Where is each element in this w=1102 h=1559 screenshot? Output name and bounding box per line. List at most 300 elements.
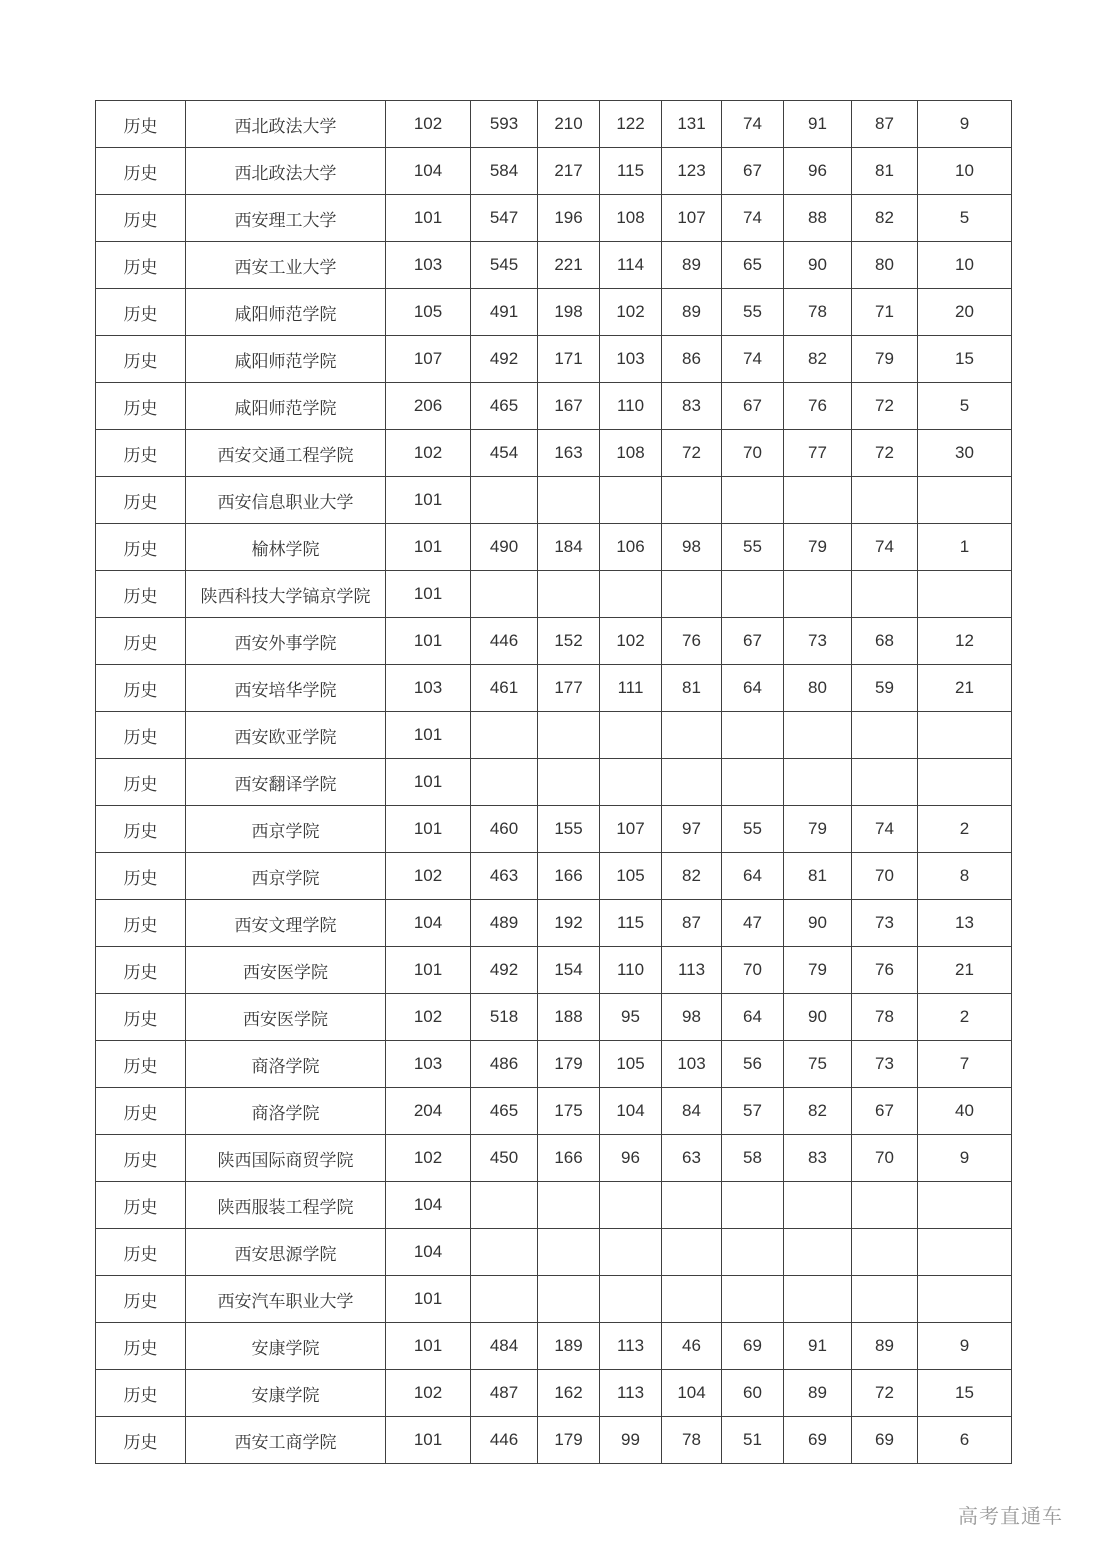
- value-cell: 76: [784, 383, 852, 430]
- school-cell: 陕西科技大学镐京学院: [186, 571, 386, 618]
- category-cell: 历史: [96, 430, 186, 477]
- value-cell: 89: [662, 242, 722, 289]
- category-cell: 历史: [96, 1088, 186, 1135]
- value-cell: 80: [784, 665, 852, 712]
- value-cell: 86: [662, 336, 722, 383]
- code-cell: 101: [386, 524, 471, 571]
- category-cell: 历史: [96, 1041, 186, 1088]
- value-cell: 56: [722, 1041, 784, 1088]
- value-cell: 72: [852, 430, 918, 477]
- table-row: [96, 947, 1012, 994]
- value-cell: 102: [600, 289, 662, 336]
- value-cell: 210: [538, 101, 600, 148]
- table-row: [96, 1417, 1012, 1464]
- value-cell: 111: [600, 665, 662, 712]
- value-cell: 490: [471, 524, 538, 571]
- value-cell: 196: [538, 195, 600, 242]
- value-cell: 78: [852, 994, 918, 1041]
- value-cell: 487: [471, 1370, 538, 1417]
- value-cell: 105: [600, 853, 662, 900]
- code-cell: 101: [386, 712, 471, 759]
- category-cell: 历史: [96, 1182, 186, 1229]
- value-cell: [784, 1276, 852, 1323]
- value-cell: 584: [471, 148, 538, 195]
- value-cell: 81: [662, 665, 722, 712]
- value-cell: 166: [538, 1135, 600, 1182]
- value-cell: 90: [784, 242, 852, 289]
- code-cell: 101: [386, 1417, 471, 1464]
- value-cell: 80: [852, 242, 918, 289]
- value-cell: 104: [662, 1370, 722, 1417]
- value-cell: 95: [600, 994, 662, 1041]
- school-cell: 商洛学院: [186, 1088, 386, 1135]
- value-cell: [784, 1229, 852, 1276]
- value-cell: [662, 571, 722, 618]
- value-cell: [784, 571, 852, 618]
- value-cell: 518: [471, 994, 538, 1041]
- value-cell: 82: [784, 1088, 852, 1135]
- value-cell: 99: [600, 1417, 662, 1464]
- value-cell: [471, 759, 538, 806]
- value-cell: 450: [471, 1135, 538, 1182]
- school-cell: 咸阳师范学院: [186, 383, 386, 430]
- value-cell: 593: [471, 101, 538, 148]
- table-row: [96, 712, 1012, 759]
- code-cell: 101: [386, 1276, 471, 1323]
- value-cell: 122: [600, 101, 662, 148]
- value-cell: 547: [471, 195, 538, 242]
- category-cell: 历史: [96, 806, 186, 853]
- value-cell: [600, 1182, 662, 1229]
- school-cell: 西安理工大学: [186, 195, 386, 242]
- table-row: [96, 1276, 1012, 1323]
- value-cell: 74: [722, 336, 784, 383]
- code-cell: 102: [386, 994, 471, 1041]
- value-cell: 115: [600, 900, 662, 947]
- value-cell: 79: [784, 524, 852, 571]
- value-cell: [662, 1182, 722, 1229]
- value-cell: [784, 477, 852, 524]
- code-cell: 101: [386, 195, 471, 242]
- school-cell: 陕西服装工程学院: [186, 1182, 386, 1229]
- value-cell: 83: [662, 383, 722, 430]
- school-cell: 西安欧亚学院: [186, 712, 386, 759]
- category-cell: 历史: [96, 1417, 186, 1464]
- value-cell: 103: [662, 1041, 722, 1088]
- value-cell: [918, 571, 1012, 618]
- category-cell: 历史: [96, 1135, 186, 1182]
- code-cell: 204: [386, 1088, 471, 1135]
- score-table-body: [96, 101, 1012, 1464]
- value-cell: 492: [471, 336, 538, 383]
- table-row: [96, 1323, 1012, 1370]
- value-cell: [471, 712, 538, 759]
- category-cell: 历史: [96, 853, 186, 900]
- value-cell: 9: [918, 1323, 1012, 1370]
- value-cell: [600, 712, 662, 759]
- value-cell: 82: [852, 195, 918, 242]
- school-cell: 西安交通工程学院: [186, 430, 386, 477]
- value-cell: 64: [722, 853, 784, 900]
- value-cell: [722, 1182, 784, 1229]
- table-row: [96, 618, 1012, 665]
- value-cell: 106: [600, 524, 662, 571]
- value-cell: 454: [471, 430, 538, 477]
- value-cell: [600, 571, 662, 618]
- value-cell: 10: [918, 242, 1012, 289]
- value-cell: [471, 1276, 538, 1323]
- value-cell: 163: [538, 430, 600, 477]
- value-cell: 492: [471, 947, 538, 994]
- category-cell: 历史: [96, 618, 186, 665]
- value-cell: 486: [471, 1041, 538, 1088]
- category-cell: 历史: [96, 665, 186, 712]
- category-cell: 历史: [96, 1229, 186, 1276]
- value-cell: [600, 477, 662, 524]
- value-cell: 162: [538, 1370, 600, 1417]
- value-cell: 72: [852, 383, 918, 430]
- value-cell: [662, 712, 722, 759]
- value-cell: 167: [538, 383, 600, 430]
- value-cell: [471, 1182, 538, 1229]
- value-cell: 55: [722, 289, 784, 336]
- table-row: [96, 665, 1012, 712]
- value-cell: 15: [918, 336, 1012, 383]
- value-cell: 67: [852, 1088, 918, 1135]
- value-cell: 90: [784, 994, 852, 1041]
- value-cell: 123: [662, 148, 722, 195]
- value-cell: 177: [538, 665, 600, 712]
- value-cell: [538, 1182, 600, 1229]
- table-row: [96, 1135, 1012, 1182]
- code-cell: 101: [386, 759, 471, 806]
- value-cell: [722, 759, 784, 806]
- value-cell: 88: [784, 195, 852, 242]
- table-row: [96, 430, 1012, 477]
- value-cell: [471, 477, 538, 524]
- value-cell: 97: [662, 806, 722, 853]
- category-cell: 历史: [96, 289, 186, 336]
- value-cell: 108: [600, 430, 662, 477]
- value-cell: 83: [784, 1135, 852, 1182]
- value-cell: 113: [600, 1370, 662, 1417]
- value-cell: 131: [662, 101, 722, 148]
- value-cell: 65: [722, 242, 784, 289]
- value-cell: [852, 477, 918, 524]
- value-cell: 179: [538, 1417, 600, 1464]
- category-cell: 历史: [96, 336, 186, 383]
- value-cell: 461: [471, 665, 538, 712]
- value-cell: [918, 477, 1012, 524]
- category-cell: 历史: [96, 195, 186, 242]
- table-row: [96, 571, 1012, 618]
- category-cell: 历史: [96, 477, 186, 524]
- value-cell: [471, 1229, 538, 1276]
- value-cell: [538, 477, 600, 524]
- value-cell: 73: [852, 1041, 918, 1088]
- category-cell: 历史: [96, 242, 186, 289]
- category-cell: 历史: [96, 101, 186, 148]
- value-cell: 76: [662, 618, 722, 665]
- value-cell: 79: [852, 336, 918, 383]
- value-cell: 81: [784, 853, 852, 900]
- value-cell: 104: [600, 1088, 662, 1135]
- school-cell: 西北政法大学: [186, 148, 386, 195]
- value-cell: 75: [784, 1041, 852, 1088]
- value-cell: [538, 712, 600, 759]
- value-cell: 69: [784, 1417, 852, 1464]
- category-cell: 历史: [96, 900, 186, 947]
- value-cell: 175: [538, 1088, 600, 1135]
- school-cell: 咸阳师范学院: [186, 336, 386, 383]
- value-cell: 2: [918, 806, 1012, 853]
- table-row: [96, 853, 1012, 900]
- category-cell: 历史: [96, 759, 186, 806]
- value-cell: [722, 1229, 784, 1276]
- value-cell: 8: [918, 853, 1012, 900]
- value-cell: [918, 712, 1012, 759]
- value-cell: 155: [538, 806, 600, 853]
- value-cell: [600, 1276, 662, 1323]
- value-cell: 58: [722, 1135, 784, 1182]
- value-cell: [852, 1182, 918, 1229]
- category-cell: 历史: [96, 947, 186, 994]
- value-cell: 21: [918, 665, 1012, 712]
- value-cell: 96: [784, 148, 852, 195]
- school-cell: 西安医学院: [186, 947, 386, 994]
- value-cell: 465: [471, 1088, 538, 1135]
- value-cell: [852, 759, 918, 806]
- table-row: [96, 195, 1012, 242]
- value-cell: 40: [918, 1088, 1012, 1135]
- code-cell: 103: [386, 242, 471, 289]
- value-cell: 166: [538, 853, 600, 900]
- table-row: [96, 900, 1012, 947]
- value-cell: 47: [722, 900, 784, 947]
- value-cell: [662, 1229, 722, 1276]
- code-cell: 101: [386, 1323, 471, 1370]
- value-cell: 9: [918, 1135, 1012, 1182]
- value-cell: 72: [662, 430, 722, 477]
- value-cell: 9: [918, 101, 1012, 148]
- value-cell: 89: [852, 1323, 918, 1370]
- value-cell: 21: [918, 947, 1012, 994]
- value-cell: 46: [662, 1323, 722, 1370]
- value-cell: 217: [538, 148, 600, 195]
- value-cell: 15: [918, 1370, 1012, 1417]
- code-cell: 102: [386, 1135, 471, 1182]
- value-cell: 96: [600, 1135, 662, 1182]
- value-cell: 1: [918, 524, 1012, 571]
- table-row: [96, 1370, 1012, 1417]
- table-row: [96, 336, 1012, 383]
- value-cell: [784, 712, 852, 759]
- code-cell: 101: [386, 477, 471, 524]
- table-row: [96, 1088, 1012, 1135]
- value-cell: 68: [852, 618, 918, 665]
- table-row: [96, 383, 1012, 430]
- code-cell: 103: [386, 1041, 471, 1088]
- code-cell: 102: [386, 1370, 471, 1417]
- value-cell: 59: [852, 665, 918, 712]
- code-cell: 103: [386, 665, 471, 712]
- table-row: [96, 1182, 1012, 1229]
- code-cell: 104: [386, 1229, 471, 1276]
- category-cell: 历史: [96, 524, 186, 571]
- score-table: [95, 100, 1012, 1464]
- value-cell: [600, 759, 662, 806]
- value-cell: 98: [662, 994, 722, 1041]
- value-cell: [471, 571, 538, 618]
- value-cell: 60: [722, 1370, 784, 1417]
- value-cell: 84: [662, 1088, 722, 1135]
- code-cell: 101: [386, 618, 471, 665]
- value-cell: 154: [538, 947, 600, 994]
- school-cell: 西北政法大学: [186, 101, 386, 148]
- value-cell: [662, 759, 722, 806]
- value-cell: [852, 1229, 918, 1276]
- value-cell: 69: [852, 1417, 918, 1464]
- table-row: [96, 524, 1012, 571]
- value-cell: 74: [852, 524, 918, 571]
- value-cell: 113: [662, 947, 722, 994]
- value-cell: [722, 477, 784, 524]
- code-cell: 105: [386, 289, 471, 336]
- value-cell: 74: [722, 195, 784, 242]
- table-row: [96, 1229, 1012, 1276]
- value-cell: 12: [918, 618, 1012, 665]
- value-cell: 463: [471, 853, 538, 900]
- school-cell: 安康学院: [186, 1323, 386, 1370]
- value-cell: 189: [538, 1323, 600, 1370]
- value-cell: 70: [722, 430, 784, 477]
- value-cell: 70: [722, 947, 784, 994]
- value-cell: 152: [538, 618, 600, 665]
- value-cell: 10: [918, 148, 1012, 195]
- value-cell: [722, 712, 784, 759]
- value-cell: 73: [852, 900, 918, 947]
- value-cell: [538, 759, 600, 806]
- value-cell: 30: [918, 430, 1012, 477]
- table-row: [96, 1041, 1012, 1088]
- value-cell: 51: [722, 1417, 784, 1464]
- value-cell: [918, 1229, 1012, 1276]
- value-cell: 491: [471, 289, 538, 336]
- value-cell: [538, 1276, 600, 1323]
- value-cell: 103: [600, 336, 662, 383]
- value-cell: 74: [852, 806, 918, 853]
- value-cell: 460: [471, 806, 538, 853]
- value-cell: 98: [662, 524, 722, 571]
- school-cell: 西安思源学院: [186, 1229, 386, 1276]
- value-cell: 87: [852, 101, 918, 148]
- watermark: 高考直通车: [958, 1506, 1063, 1528]
- school-cell: 咸阳师范学院: [186, 289, 386, 336]
- value-cell: [852, 1276, 918, 1323]
- value-cell: 489: [471, 900, 538, 947]
- value-cell: 108: [600, 195, 662, 242]
- value-cell: 184: [538, 524, 600, 571]
- value-cell: 5: [918, 195, 1012, 242]
- value-cell: 79: [784, 806, 852, 853]
- code-cell: 102: [386, 430, 471, 477]
- table-row: [96, 101, 1012, 148]
- school-cell: 榆林学院: [186, 524, 386, 571]
- table-row: [96, 242, 1012, 289]
- value-cell: [918, 1182, 1012, 1229]
- value-cell: 2: [918, 994, 1012, 1041]
- value-cell: [784, 759, 852, 806]
- value-cell: [662, 477, 722, 524]
- value-cell: 79: [784, 947, 852, 994]
- category-cell: 历史: [96, 1323, 186, 1370]
- value-cell: 70: [852, 1135, 918, 1182]
- value-cell: [600, 1229, 662, 1276]
- code-cell: 206: [386, 383, 471, 430]
- value-cell: 13: [918, 900, 1012, 947]
- value-cell: 64: [722, 994, 784, 1041]
- value-cell: 71: [852, 289, 918, 336]
- value-cell: 77: [784, 430, 852, 477]
- code-cell: 102: [386, 853, 471, 900]
- code-cell: 102: [386, 101, 471, 148]
- code-cell: 101: [386, 571, 471, 618]
- value-cell: [852, 712, 918, 759]
- table-row: [96, 148, 1012, 195]
- code-cell: 104: [386, 1182, 471, 1229]
- value-cell: 70: [852, 853, 918, 900]
- value-cell: 110: [600, 947, 662, 994]
- category-cell: 历史: [96, 148, 186, 195]
- school-cell: 商洛学院: [186, 1041, 386, 1088]
- value-cell: 72: [852, 1370, 918, 1417]
- value-cell: [722, 571, 784, 618]
- school-cell: 西安工商学院: [186, 1417, 386, 1464]
- table-row: [96, 759, 1012, 806]
- table-row: [96, 806, 1012, 853]
- school-cell: 西安培华学院: [186, 665, 386, 712]
- school-cell: 安康学院: [186, 1370, 386, 1417]
- value-cell: 81: [852, 148, 918, 195]
- value-cell: 115: [600, 148, 662, 195]
- value-cell: 69: [722, 1323, 784, 1370]
- school-cell: 西安工业大学: [186, 242, 386, 289]
- value-cell: [538, 571, 600, 618]
- value-cell: [918, 759, 1012, 806]
- value-cell: 55: [722, 806, 784, 853]
- table-row: [96, 994, 1012, 1041]
- code-cell: 101: [386, 806, 471, 853]
- value-cell: [852, 571, 918, 618]
- value-cell: [918, 1276, 1012, 1323]
- value-cell: 171: [538, 336, 600, 383]
- school-cell: 陕西国际商贸学院: [186, 1135, 386, 1182]
- category-cell: 历史: [96, 712, 186, 759]
- value-cell: 446: [471, 1417, 538, 1464]
- value-cell: 67: [722, 618, 784, 665]
- value-cell: 20: [918, 289, 1012, 336]
- value-cell: 76: [852, 947, 918, 994]
- value-cell: [722, 1276, 784, 1323]
- value-cell: 107: [600, 806, 662, 853]
- value-cell: 179: [538, 1041, 600, 1088]
- school-cell: 西安医学院: [186, 994, 386, 1041]
- value-cell: 7: [918, 1041, 1012, 1088]
- category-cell: 历史: [96, 1370, 186, 1417]
- value-cell: 114: [600, 242, 662, 289]
- value-cell: 67: [722, 148, 784, 195]
- value-cell: 89: [784, 1370, 852, 1417]
